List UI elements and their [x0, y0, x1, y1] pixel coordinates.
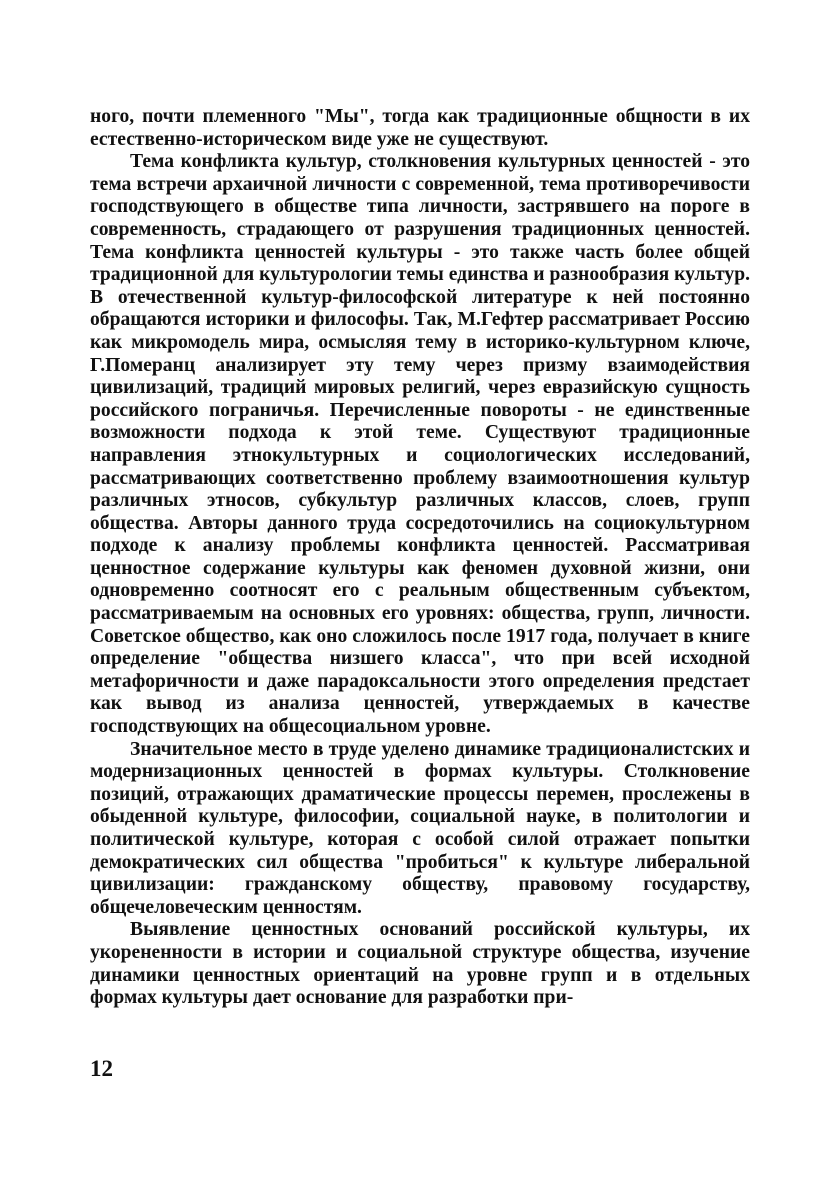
- body-text: [90, 106, 750, 1010]
- paragraph-continuation: ного, почти племенного "Мы", тогда как традиционные общности в их естественно-историческом виде уже не существуют.: [90, 106, 750, 150]
- paragraph-culture-conflict: Тема конфликта культур, столкновения культурных ценностей - это тема встречи архаичной личности с современной, тема противоречивости господствующего в обществе типа личности, застрявшего на пороге в современность, страдающего от разрушения традиционных ценностей. Тема конфликта ценностей культуры - это также часть более общей традиционной для культурологии темы единства и разнообразия культур. В отечественной культур-философской литературе к ней постоянно обращаются историки и философы. Так, М.Гефтер рассматривает Россию как микромодель мира, осмысляя тему в историко-культурном ключе, Г.Померанц анализирует эту тему через призму взаимодействия цивилизаций, традиций мировых религий, через евразийскую сущность российского пограничья. Перечисленные повороты - не единственные возможности подхода к этой теме. Существуют традиционные направления этнокультурных и социологических исследований, рассматривающих соответственно проблему взаимоотношения культур различных этносов, субкультур различных классов, слоев, групп общества. Авторы данного труда сосредоточились на социокультурном подходе к анализу проблемы конфликта ценностей. Рассматривая ценностное содержание культуры как феномен духовной жизни, они одновременно соотносят его с реальным общественным субъектом, рассматриваемым на основных его уровнях: общества, групп, личности. Советское общество, как оно сложилось после 1917 года, получает в книге определение "общества низшего класса", что при всей исходной метафоричности и даже парадоксальности этого определения предстает как вывод из анализа ценностей, утверждаемых в качестве господствующих на общесоциальном уровне.: [90, 151, 750, 738]
- paragraph-values-dynamics: Значительное место в труде уделено динамике традиционалистских и модернизационных ценностей в формах культуры. Столкновение позиций, отражающих драматические процессы перемен, прослежены в обыденной культуре, философии, социальной науке, в политологии и политической культуре, которая с особой силой отражает попытки демократических сил общества "пробиться" к культуре либеральной цивилизации: гражданскому обществу, правовому государству, общечеловеческим ценностям.: [90, 738, 750, 918]
- paragraph-value-foundations: Выявление ценностных оснований российской культуры, их укорененности в истории и социальной структуре общества, изучение динамики ценностных ориентаций на уровне групп и в отдельных формах культуры дает основание для разработки при-: [90, 919, 750, 1009]
- page-number: 12: [90, 1056, 113, 1081]
